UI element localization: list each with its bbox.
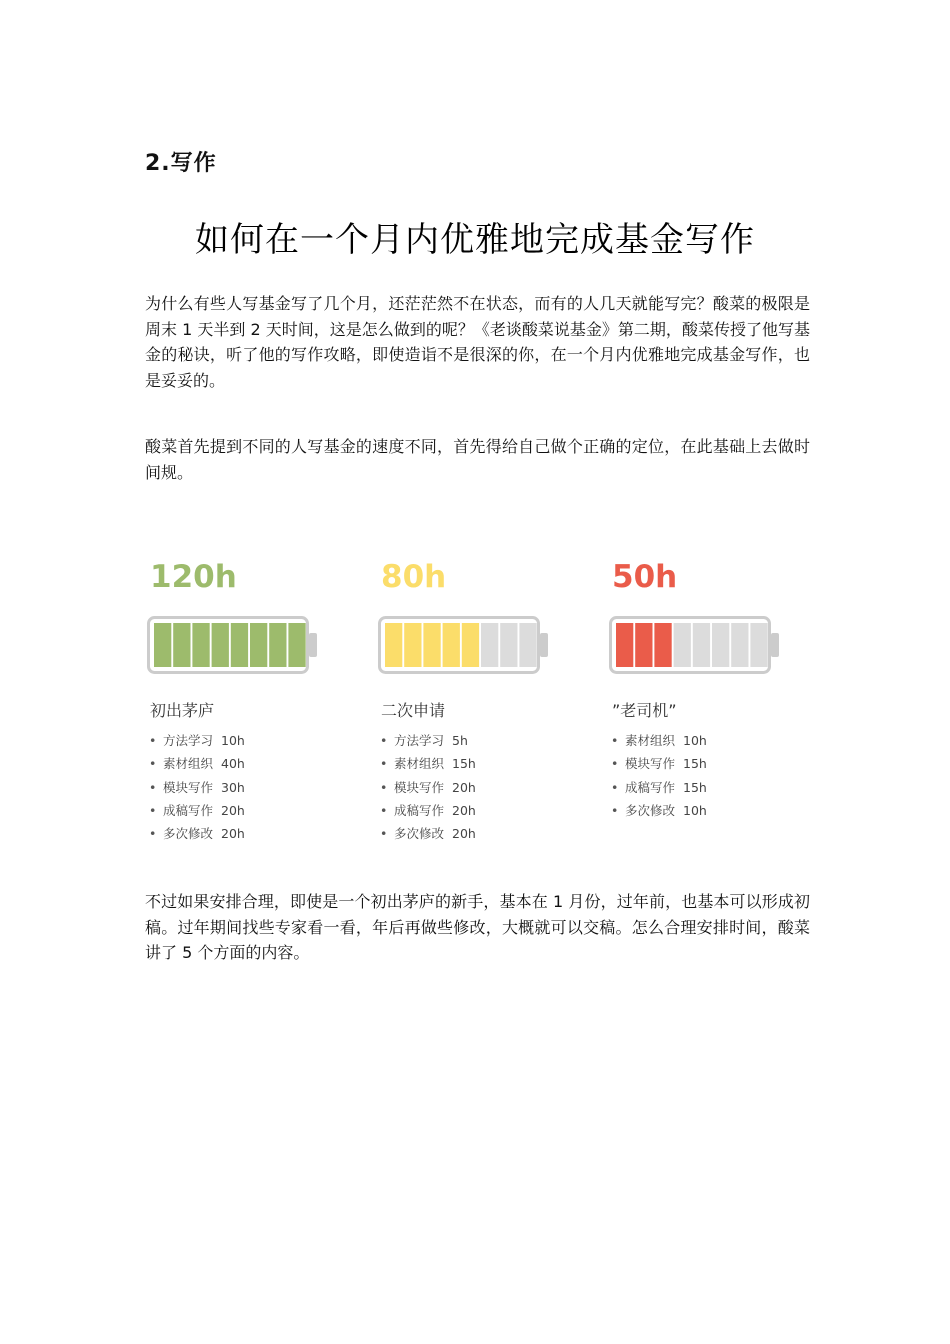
list-item bbox=[149, 729, 347, 752]
list-item bbox=[380, 752, 578, 775]
battery-icon bbox=[147, 616, 319, 674]
bullet-icon: • bbox=[149, 733, 157, 748]
item-value: 20h bbox=[452, 802, 476, 818]
list-item bbox=[611, 729, 809, 752]
battery-segment-empty bbox=[712, 623, 729, 667]
list-item bbox=[149, 799, 347, 822]
time-breakdown-list bbox=[147, 729, 347, 845]
battery-segment-filled bbox=[192, 623, 209, 667]
item-label: 成稿写作 bbox=[163, 802, 214, 818]
battery-segment-empty bbox=[731, 623, 748, 667]
time-card-reapply bbox=[378, 555, 578, 845]
hours-label: 120h bbox=[150, 559, 237, 595]
battery-segment-filled bbox=[654, 623, 671, 667]
battery-segment-filled bbox=[462, 623, 479, 667]
positioning-paragraph: 酸菜首先提到不同的人写基金的速度不同，首先得给自己做个正确的定位，在此基础上去做时间规。 bbox=[145, 437, 810, 482]
item-value: 10h bbox=[221, 733, 245, 748]
item-value: 15h bbox=[683, 756, 707, 772]
battery-segment-filled bbox=[443, 623, 460, 667]
item-label: 方法学习 bbox=[163, 733, 214, 748]
item-label: 素材组织 bbox=[625, 733, 676, 748]
list-item bbox=[380, 799, 578, 822]
battery-icon bbox=[378, 616, 550, 674]
battery-segment-filled bbox=[423, 623, 440, 667]
battery-segment-empty bbox=[693, 623, 710, 667]
bullet-icon: • bbox=[380, 779, 388, 795]
item-label: 素材组织 bbox=[163, 756, 214, 772]
intro-paragraph: 为什么有些人写基金写了几个月，还茫茫然不在状态，而有的人几天就能写完？酸菜的极限是周末 1 天半到 2 天时间，这是怎么做到的呢？《老谈酸菜说基金》第二期，酸菜传授了他写基金的秘诀，听了他的写作攻略，即使造诣不是很深的你，在一个月内优雅地完成基金写作，也是妥妥的。 bbox=[145, 294, 810, 390]
item-value: 15h bbox=[683, 779, 707, 795]
hours-label: 50h bbox=[612, 559, 678, 595]
item-label: 成稿写作 bbox=[625, 779, 676, 795]
bullet-icon: • bbox=[611, 802, 619, 818]
battery-segment-filled bbox=[269, 623, 286, 667]
page-title: 如何在一个月内优雅地完成基金写作 bbox=[195, 220, 755, 260]
battery-segment-filled bbox=[635, 623, 652, 667]
battery-cap bbox=[771, 633, 779, 657]
bullet-icon: • bbox=[149, 779, 157, 795]
bullet-icon: • bbox=[149, 826, 157, 842]
item-label: 多次修改 bbox=[625, 802, 676, 818]
battery-cap bbox=[309, 633, 317, 657]
item-value: 20h bbox=[221, 802, 245, 818]
battery-segment-empty bbox=[674, 623, 691, 667]
battery-segment-empty bbox=[519, 623, 536, 667]
item-label: 多次修改 bbox=[163, 826, 214, 842]
bullet-icon: • bbox=[611, 779, 619, 795]
time-card-beginner bbox=[147, 555, 347, 845]
list-item bbox=[380, 776, 578, 799]
battery-segment-filled bbox=[385, 623, 402, 667]
battery-segment-empty bbox=[500, 623, 517, 667]
item-label: 模块写作 bbox=[625, 756, 676, 772]
list-item bbox=[149, 776, 347, 799]
bullet-icon: • bbox=[611, 756, 619, 772]
time-breakdown-list bbox=[609, 729, 809, 822]
item-value: 15h bbox=[452, 756, 476, 772]
bullet-icon: • bbox=[149, 802, 157, 818]
time-card-veteran bbox=[609, 555, 809, 822]
card-title: 初出茅庐 bbox=[150, 701, 215, 720]
bullet-icon: • bbox=[380, 802, 388, 818]
battery-segment-filled bbox=[288, 623, 305, 667]
item-value: 20h bbox=[452, 779, 476, 795]
hours-label: 80h bbox=[381, 559, 447, 595]
battery-cap bbox=[540, 633, 548, 657]
battery-segment-filled bbox=[616, 623, 633, 667]
item-value: 20h bbox=[452, 826, 476, 842]
item-value: 10h bbox=[683, 802, 707, 818]
item-value: 20h bbox=[221, 826, 245, 842]
battery-segment-filled bbox=[154, 623, 171, 667]
card-title: ”老司机” bbox=[612, 701, 677, 720]
schedule-paragraph: 不过如果安排合理，即使是一个初出茅庐的新手，基本在 1 月份，过年前，也基本可以形成初稿。过年期间找些专家看一看，年后再做些修改，大概就可以交稿。怎么合理安排时间，酸菜讲了 5 个方面的内容。 bbox=[145, 892, 810, 962]
list-item bbox=[149, 822, 347, 845]
bullet-icon: • bbox=[611, 733, 619, 748]
list-item bbox=[611, 799, 809, 822]
battery-segment-filled bbox=[212, 623, 229, 667]
bullet-icon: • bbox=[380, 826, 388, 842]
bullet-icon: • bbox=[380, 733, 388, 748]
item-value: 5h bbox=[452, 733, 468, 748]
item-value: 10h bbox=[683, 733, 707, 748]
list-item bbox=[611, 752, 809, 775]
section-heading: 2.写作 bbox=[145, 151, 217, 176]
item-label: 成稿写作 bbox=[394, 802, 445, 818]
list-item bbox=[380, 729, 578, 752]
item-label: 模块写作 bbox=[394, 779, 445, 795]
list-item bbox=[149, 752, 347, 775]
list-item bbox=[611, 776, 809, 799]
card-title: 二次申请 bbox=[381, 701, 446, 720]
item-value: 30h bbox=[221, 779, 245, 795]
item-value: 40h bbox=[221, 756, 245, 772]
battery-segment-filled bbox=[250, 623, 267, 667]
time-breakdown-list bbox=[378, 729, 578, 845]
battery-segment-filled bbox=[404, 623, 421, 667]
item-label: 方法学习 bbox=[394, 733, 445, 748]
item-label: 多次修改 bbox=[394, 826, 445, 842]
battery-icon bbox=[609, 616, 781, 674]
item-label: 模块写作 bbox=[163, 779, 214, 795]
bullet-icon: • bbox=[149, 756, 157, 772]
list-item bbox=[380, 822, 578, 845]
bullet-icon: • bbox=[380, 756, 388, 772]
battery-segment-filled bbox=[173, 623, 190, 667]
battery-segment-filled bbox=[231, 623, 248, 667]
battery-segment-empty bbox=[750, 623, 767, 667]
battery-segment-empty bbox=[481, 623, 498, 667]
item-label: 素材组织 bbox=[394, 756, 445, 772]
